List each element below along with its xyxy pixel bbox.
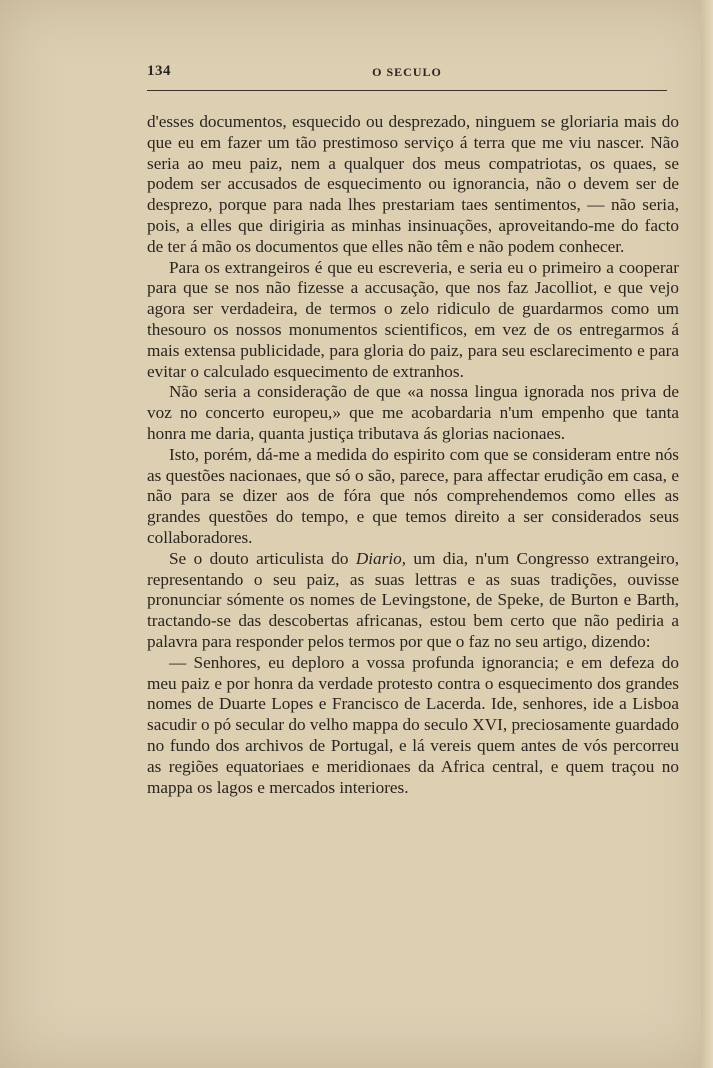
paragraph: Para os extrangeiros é que eu escreveria, e seria eu o primeiro a cooperar para que se nos não fizesse a accusação, que nos faz Jacolliot, e que vejo agora ser verdadeira, de termos o zelo ridiculo de guardarmos como um thesouro os nossos monumentos scientificos, em vez de os entregarmos á mais extensa publicidade, para gloria do paiz, para seu esclarecimento e para evitar o calculado esquecimento de extranhos.: [147, 257, 679, 381]
paragraph: Isto, porém, dá-me a medida do espirito com que se consideram entre nós as questões nacionaes, que só o são, parece, para affectar erudição em casa, e não para se dizer aos de fóra que nós comprehendemos como elles as grandes questões do tempo, e que temos direito a ser considerados seus collaboradores.: [147, 444, 679, 547]
paragraph: d'esses documentos, esquecido ou desprezado, ninguem se gloriaria mais do que eu em fazer um tão prestimoso serviço á terra que me viu nascer. Não seria ao meu paiz, nem a qualquer dos meus compatriotas, os quaes, se podem ser accusados de esquecimento ou ignorancia, não o devem ser de desprezo, porque para nada lhes prestariam taes sentimentos, — não seria, pois, a elles que dirigiria as minhas insinuações, aproveitando-me do facto de ter á mão os documentos que elles não têm e não podem conhecer.: [147, 112, 679, 256]
paragraph-text-start: Se o douto articulista do: [169, 548, 356, 568]
paragraph: [147, 549, 679, 653]
paragraph: — Senhores, eu deploro a vossa profunda ignorancia; e em defeza do meu paiz e por honra da verdade protesto contra o esquecimento dos grandes nomes de Duarte Lopes e Francisco de Lacerda. Ide, senhores, ide a Lisboa sacudir o pó secular do velho mappa do seculo XVI, preciosamente guardado no fundo dos archivos de Portugal, e lá vereis quem antes de vós percorreu as regiões equatoriaes e meridionaes da Africa central, e quem traçou no mappa os lagos e mercados interiores.: [147, 652, 679, 797]
page-edge: [701, 0, 713, 1068]
paragraph: Não seria a consideração de que «a nossa lingua ignorada nos priva de voz no concerto europeu,» que me acobardaria n'um empenho que tanta honra me daria, quanta justiça tributava ás glorias nacionaes.: [147, 382, 679, 443]
page-header: [147, 63, 667, 85]
page-number: 134: [147, 63, 171, 79]
header-rule: [147, 90, 667, 91]
body-text: [147, 112, 679, 798]
running-title: O SECULO: [372, 65, 442, 79]
paragraph-text-end: um dia, n'um Congresso extrangeiro, representando o seu paiz, as suas lettras e as suas tradições, ouvisse pronunciar sómente os nomes de Levingstone, de Speke, de Burton e Barth, tractando-se das descobertas africanas, estou bem certo que não pediria a palavra para responder pelos termos por que o faz no seu artigo, dizendo:: [147, 548, 679, 651]
newspaper-title: Diario,: [355, 548, 406, 568]
